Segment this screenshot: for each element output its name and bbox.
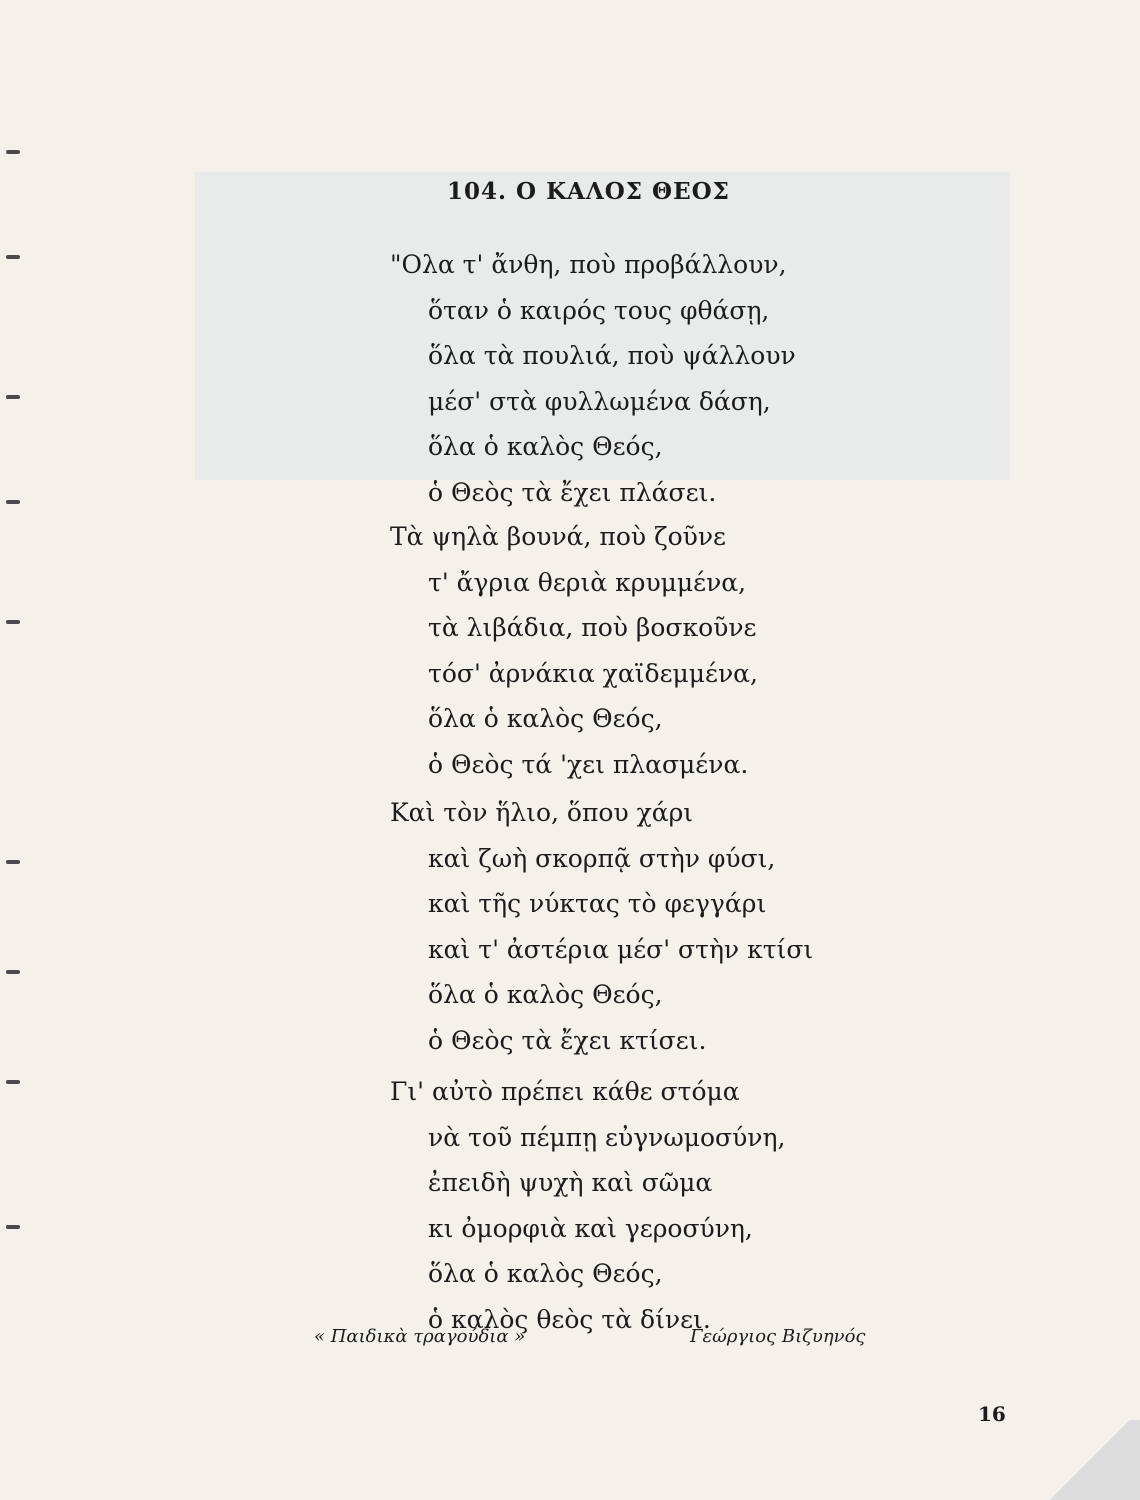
- poem-line: ὅταν ὁ καιρός τους φθάσῃ,: [428, 295, 770, 325]
- folded-page-corner: [1040, 1420, 1140, 1500]
- poem-line: Τὰ ψηλὰ βουνά, ποὺ ζοῦνε: [390, 522, 727, 551]
- poem-line: ὁ Θεὸς τὰ ἔχει πλάσει.: [428, 477, 717, 507]
- poem-line: τόσ' ἀρνάκια χαϊδεμμένα,: [428, 658, 758, 688]
- poem-line: καὶ τ' ἀστέρια μέσ' στὴν κτίσι: [428, 934, 814, 964]
- poem-line: ὅλα ὁ καλὸς Θεός,: [428, 980, 663, 1009]
- poem-line: ἐπειδὴ ψυχὴ καὶ σῶμα: [428, 1168, 713, 1197]
- poem-line: μέσ' στὰ φυλλωμένα δάση,: [428, 386, 771, 416]
- poem-line: καὶ τῆς νύκτας τὸ φεγγάρι: [428, 889, 767, 918]
- poem-line: ὅλα τὰ πουλιά, ποὺ ψάλλουν: [428, 341, 796, 370]
- poem-line: ὁ Θεὸς τὰ ἔχει κτίσει.: [428, 1025, 707, 1055]
- poem-line: νὰ τοῦ πέμπῃ εὐγνωμοσύνη,: [428, 1122, 786, 1152]
- poem-line: "Ολα τ' ἄνθη, ποὺ προβάλλουν,: [390, 250, 787, 279]
- poem-line: ὅλα ὁ καλὸς Θεός,: [428, 432, 663, 461]
- poem-line: τὰ λιβάδια, ποὺ βοσκοῦνε: [428, 613, 757, 642]
- page-number: 16: [978, 1402, 1006, 1426]
- poem-line: καὶ ζωὴ σκορπᾷ στὴν φύσι,: [428, 843, 776, 873]
- poem-line: ὅλα ὁ καλὸς Θεός,: [428, 704, 663, 733]
- poem-line: Καὶ τὸν ἥλιο, ὅπου χάρι: [390, 798, 694, 827]
- poem-line: κι ὀμορφιὰ καὶ γεροσύνη,: [428, 1213, 753, 1243]
- source-attribution: « Παιδικὰ τραγούδια »: [314, 1326, 526, 1347]
- poem-line: τ' ἄγρια θεριὰ κρυμμένα,: [428, 567, 747, 597]
- poem-line: ὅλα ὁ καλὸς Θεός,: [428, 1259, 663, 1288]
- binding-stitches: [0, 0, 30, 1500]
- poem-title: 104. Ο ΚΑΛΟΣ ΘΕΟΣ: [447, 178, 730, 205]
- author-name: Γεώργιος Βιζυηνός: [690, 1326, 866, 1347]
- poem-line: ὁ καλὸς θεὸς τὰ δίνει.: [428, 1304, 711, 1334]
- poem-line: ὁ Θεὸς τά 'χει πλασμένα.: [428, 749, 749, 779]
- poem-line: Γι' αὐτὸ πρέπει κάθε στόμα: [390, 1077, 740, 1106]
